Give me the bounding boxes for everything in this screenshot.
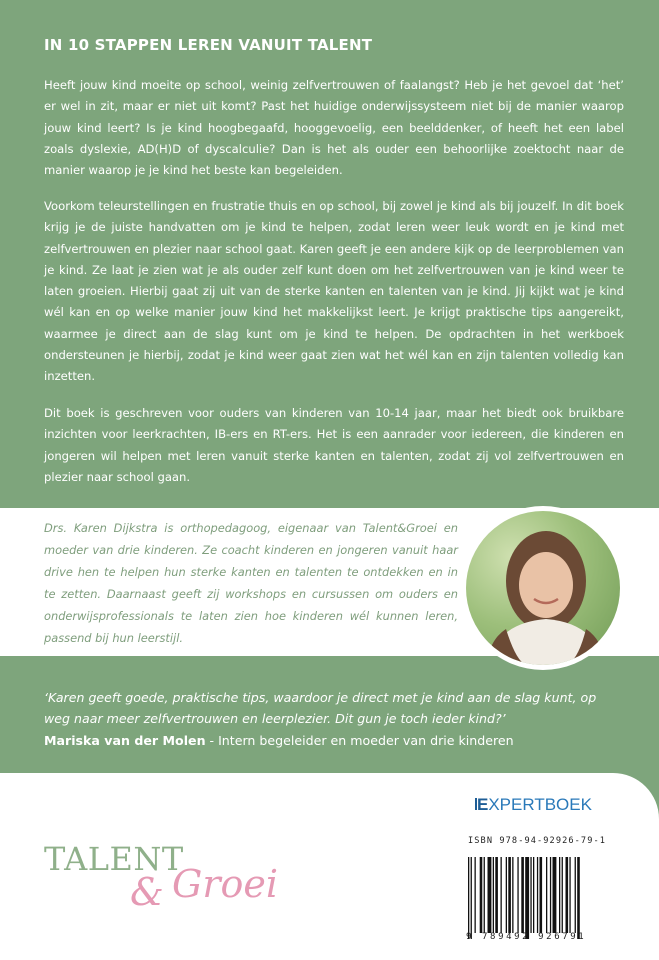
barcode-bar bbox=[506, 857, 507, 933]
barcode-bar bbox=[553, 857, 557, 933]
barcode-bar bbox=[525, 857, 529, 939]
barcode-bar bbox=[569, 857, 570, 933]
testimonial-quote: ‘Karen geeft goede, praktische tips, waardoor je direct met je kind aan de slag kunt, op weg naar meer zelfvertrouwen en leerplezier. Dit gun je toch ieder kind?’ bbox=[44, 690, 597, 726]
barcode-bar bbox=[493, 857, 494, 933]
barcode-bar bbox=[540, 857, 543, 933]
cover-title: IN 10 STAPPEN LEREN VANUIT TALENT bbox=[44, 36, 373, 54]
testimonial-author: Mariska van der Molen bbox=[44, 733, 206, 748]
talent-groei-logo bbox=[44, 840, 294, 920]
barcode-bar bbox=[480, 857, 483, 933]
author-portrait-image bbox=[466, 511, 620, 665]
barcode-bar bbox=[521, 857, 524, 933]
barcode-bar bbox=[488, 857, 492, 933]
publisher-logo bbox=[472, 795, 592, 815]
barcode-bar bbox=[475, 857, 476, 933]
barcode-bar bbox=[533, 857, 534, 933]
publisher-name: XPERTBOEK bbox=[488, 795, 592, 814]
barcode-bar bbox=[537, 857, 538, 933]
description-paragraph: Voorkom teleurstellingen en frustratie thuis en op school, bij zowel je kind als bij jouzelf. In dit boek krijg je de juiste handvatten om je kind te helpen, zodat leren weer leuk wordt en je kind met zelfvertrouwen en plezier naar school gaat. Karen geeft je een andere kijk op de leerproblemen van je kind. Ze laat je zien wat je als ouder zelf kunt doen om het zelfvertrouwen van je kind weer te laten groeien. Hierbij gaat zij uit van de sterke kanten en talenten van je kind. Jij kijkt wat je kind wél kan en op welke manier jouw kind het makkelijkst leert. Je krijgt praktische tips aangereikt, waarmee je direct aan de slag kunt om je kind te helpen. De opdrachten in het werkboek ondersteunen je hierbij, zodat je kind weer gaat zien wat het wél kan en zijn talenten volledig kan inzetten. bbox=[44, 199, 624, 384]
barcode-bar bbox=[562, 857, 563, 933]
barcode-bar bbox=[508, 857, 511, 933]
barcode-bar bbox=[484, 857, 485, 933]
audience-paragraph: Dit boek is geschreven voor ouders van kinderen van 10-14 jaar, maar het biedt ook bruikbare inzichten voor leerkrachten, IB-ers en RT-ers. Het is een aanrader voor iedereen, die kinderen en jongeren wil helpen met leren vanuit sterke kanten en talenten, zodat zij vol zelfvertrouwen en plezier naar school gaan. bbox=[44, 406, 624, 484]
logo-groei-text: Groei bbox=[172, 862, 279, 906]
barcode-bar bbox=[512, 857, 513, 933]
barcode-bar bbox=[550, 857, 551, 933]
barcode-bar bbox=[577, 857, 580, 939]
barcode-bar bbox=[575, 857, 576, 933]
barcode-bar bbox=[559, 857, 560, 933]
barcode-bar bbox=[566, 857, 569, 933]
logo-talent-text: TALENT bbox=[44, 840, 184, 878]
author-bio: Drs. Karen Dijkstra is orthopedagoog, eigenaar van Talent&Groei en moeder van drie kinderen. Ze coacht kinderen en jongeren vanuit haar drive hen te helpen hun sterke kanten en talenten te ontdekken en in te zetten. Daarnaast geeft zij workshops en cursussen om ouders en onderwijsprofessionals te laten zien hoe kinderen wél kunnen leren, passend bij hun leerstijl. bbox=[44, 521, 458, 645]
portrait-illustration bbox=[466, 511, 620, 665]
barcode-bar bbox=[546, 857, 547, 933]
barcode-bar bbox=[517, 857, 518, 933]
barcode-digits: 9 789492 926791 bbox=[466, 932, 587, 942]
isbn-label: ISBN 978-94-92926-79-1 bbox=[468, 836, 607, 846]
logo-ampersand: & bbox=[130, 870, 164, 914]
barcode-bar bbox=[471, 857, 472, 939]
testimonial-author-role: - Intern begeleider en moeder van drie kinderen bbox=[205, 733, 514, 748]
author-photo bbox=[461, 506, 625, 670]
intro-paragraph: Heeft jouw kind moeite op school, weinig zelfvertrouwen of faalangst? Heb je het gevoel dat ‘het’ er wel in zit, maar er niet uit komt? Past het huidige onderwijssysteem niet bij de manier waarop jouw kind leert? Is je kind hoogbegaafd, hooggevoelig, een beelddenker, of heeft het een label zoals dyslexie, AD(H)D of dyscalculie? Dan is het als ouder een behoorlijke zoektocht naar de manier waarop je je kind het beste kan begeleiden. bbox=[44, 78, 624, 178]
barcode-bar bbox=[495, 857, 498, 933]
barcode-bar bbox=[530, 857, 531, 933]
publisher-initial: E bbox=[477, 795, 489, 814]
barcode-bar bbox=[501, 857, 502, 933]
testimonial-attribution bbox=[44, 733, 514, 748]
barcode-bar bbox=[468, 857, 469, 939]
